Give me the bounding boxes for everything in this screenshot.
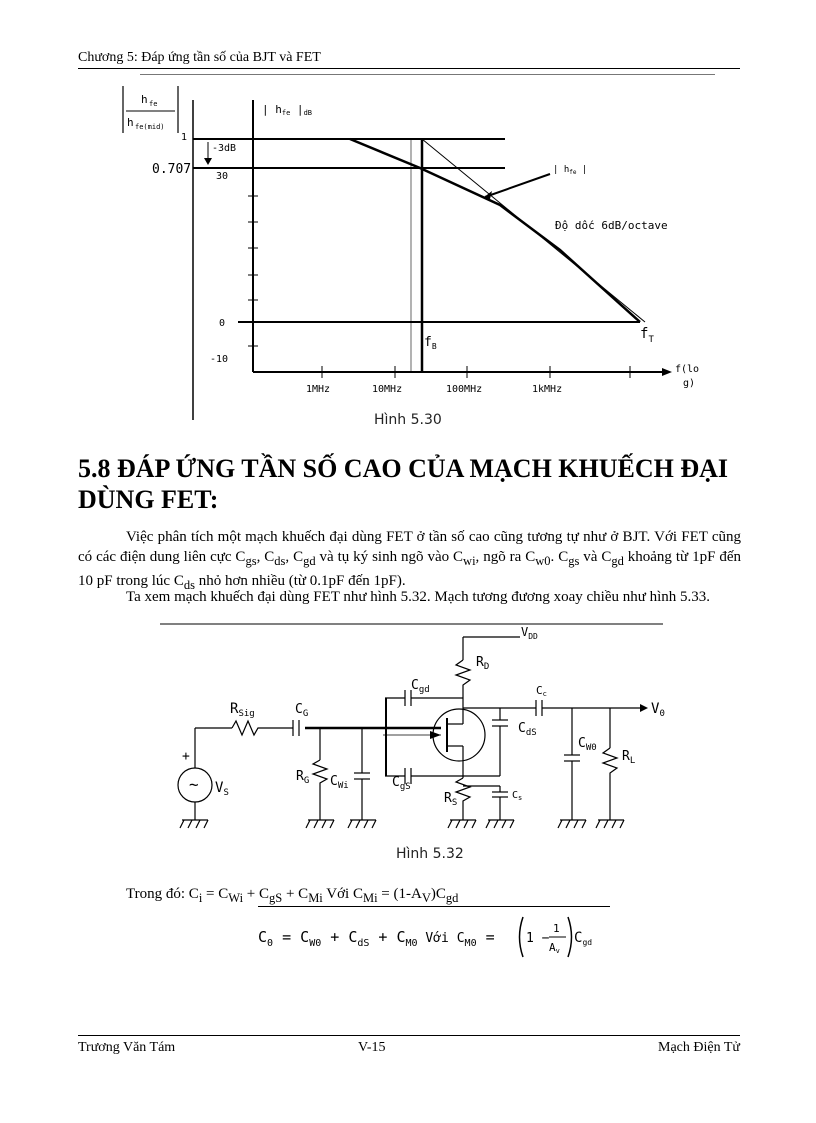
section-title: 5.8 ĐÁP ỨNG TẦN SỐ CAO CỦA MẠCH KHUẾCH ĐẠI DÙNG FET: <box>78 454 729 514</box>
svg-text:1 −: 1 − <box>526 931 550 946</box>
y-label-denominator-sub: fe(mid) <box>135 123 165 131</box>
figure-5-30-graph <box>0 0 816 440</box>
slope-label: Độ dốc 6dB/octave <box>555 219 668 232</box>
y-label-denominator: h <box>127 116 134 129</box>
y-label-one: 1 <box>181 132 188 143</box>
footer-page-number: V-15 <box>358 1040 386 1055</box>
label-cg: $C_G$ <box>295 702 309 719</box>
label-plus: + <box>182 749 190 764</box>
x-tick-100mhz: 100MHz <box>446 384 483 395</box>
label-rl: $R_L$ <box>622 749 636 766</box>
tick-minus10: -10 <box>210 354 229 365</box>
svg-text:1: 1 <box>553 922 560 935</box>
header-title: Chương 5: Đáp ứng tần số của BJT và FET <box>78 50 321 65</box>
paragraph-1: Việc phân tích một mạch khuếch đại dùng FET ở tần số cao cũng tương tự như ở BJT. Với FET cũng có các điện dung liên cực $C_{gs}$, $C_{ds}$, $C_{gd}$ và tụ ký sinh ngõ vào $C_{wi}$, ngõ ra $C_{w0}$. $C_{gs}$ và $C_{gd}$ khoảng từ 1pF đến 10 pF trong lúc $C_{ds}$ nhỏ hơn nhiều (từ 0.1pF đến 1pF). <box>78 529 741 592</box>
ft-label: $f_T$ <box>640 326 654 345</box>
label-v0: $V_0$ <box>651 701 665 719</box>
svg-text:Av: Av <box>549 941 560 955</box>
label-rg: $R_G$ <box>296 769 310 786</box>
figure-5-32-caption: Hình 5.32 <box>396 846 464 862</box>
tick-0707: 0.707 <box>152 162 192 177</box>
figure-5-32-circuit <box>0 620 816 870</box>
label-cw0: $C_{W0}$ <box>578 736 597 753</box>
x-tick-1mhz: 1MHz <box>306 384 331 395</box>
svg-text:Cgd: $C_{gd}$ <box>574 930 593 947</box>
label-cgs: $C_{gS}$ <box>392 775 411 792</box>
label-cc: Cc <box>536 684 547 698</box>
label-tilde: ~ <box>189 775 199 794</box>
x-axis-label: f(lo <box>675 364 700 375</box>
tick-0: 0 <box>219 318 226 329</box>
db-axis-label: | hfe |dB <box>262 103 312 117</box>
label-cds: $C_{dS}$ <box>518 721 537 738</box>
x-tick-1kmhz: 1kMHz <box>532 384 563 395</box>
formula-underline <box>258 906 610 907</box>
label-vs: $V_S$ <box>215 780 229 798</box>
footer-course: Mạch Điện Tử <box>658 1040 740 1055</box>
page-footer <box>78 1035 740 1055</box>
footer-author: Trương Văn Tám <box>78 1040 176 1055</box>
label-rs: $R_S$ <box>444 791 458 808</box>
label-cgd: $C_{gd}$ <box>411 678 430 695</box>
fb-label: $f_B$ <box>424 335 437 351</box>
tick-30: 30 <box>216 171 229 182</box>
svg-text:C0 = CW0 + CdS + CM0 Với CM0 =: $C_0 = C_{W0} + C_{dS} + C_{M0}$ Với $C_{M0}$ = <box>258 928 495 949</box>
y-label-numerator: h <box>141 93 148 106</box>
label-rd: $R_D$ <box>476 655 490 672</box>
formula-c0 <box>250 912 593 962</box>
label-vdd: $V_{DD}$ <box>521 625 538 641</box>
formula-ci: Trong đó: $C_i = C_{Wi} + C_{gS} + C_{Mi}$ Với $C_{Mi} = (1-A_V)C_{gd}$ <box>126 886 459 905</box>
label-rsig: $R_{Sig}$ <box>230 701 255 719</box>
paragraph-2: Ta xem mạch khuếch đại dùng FET như hình 5.32. Mạch tương đương xoay chiều như hình 5.33. <box>126 589 711 605</box>
hfe-curve-label: | $h_{fe}$ | <box>553 165 588 176</box>
x-tick-10mhz: 10MHz <box>372 384 403 395</box>
label-cwi: $C_{Wi}$ <box>330 774 349 791</box>
annot-3db: -3dB <box>212 143 237 154</box>
figure-5-30-caption: Hình 5.30 <box>374 412 442 428</box>
label-cs: $C_s$ <box>512 790 523 802</box>
y-label-numerator-sub: fe <box>149 100 158 108</box>
x-axis-label-2: g) <box>683 378 696 389</box>
